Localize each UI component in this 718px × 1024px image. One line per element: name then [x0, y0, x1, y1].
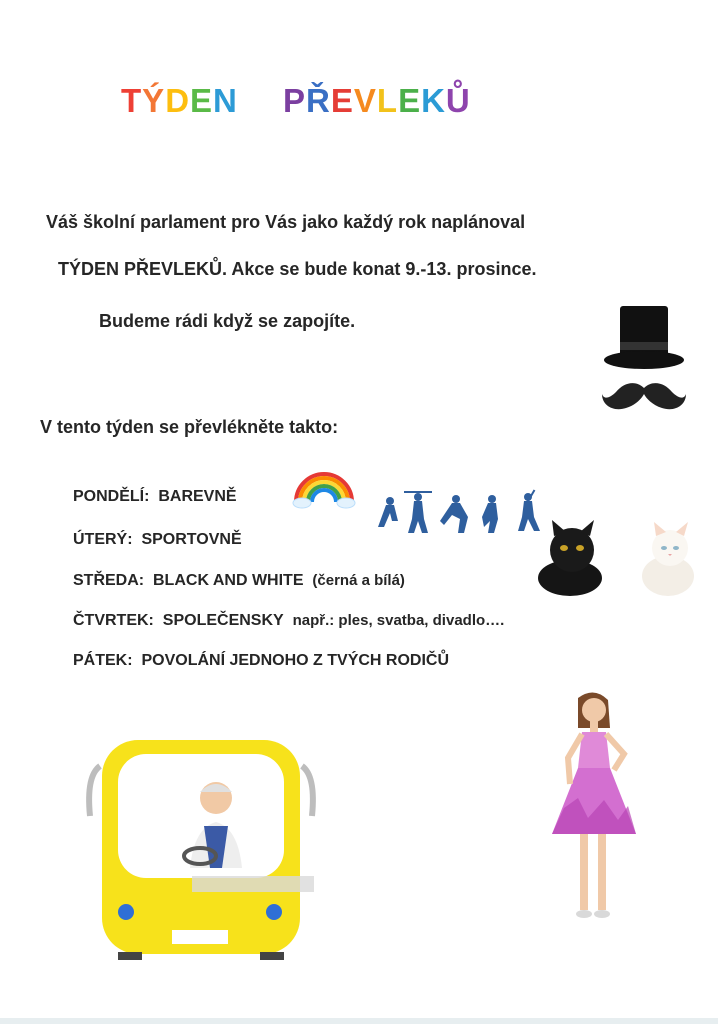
title-letter: E: [330, 82, 354, 119]
athletes-icon: [370, 487, 550, 547]
intro-line-2: TÝDEN PŘEVLEKŮ. Akce se bude konat 9.-13. prosince.: [58, 259, 537, 279]
day-friday-label: PÁTEK:: [73, 652, 133, 669]
day-thursday-label: ČTVRTEK:: [73, 612, 154, 629]
day-tuesday: [73, 531, 242, 549]
black-cat-icon: [532, 520, 604, 596]
instruction-text: V tento týden se převlékněte takto:: [40, 417, 339, 437]
intro-line-1: Váš školní parlament pro Vás jako každý rok naplánoval: [46, 212, 526, 232]
day-wednesday-value: BLACK AND WHITE: [153, 572, 304, 589]
intro-line-3: Budeme rádi když se zapojíte.: [99, 311, 356, 331]
day-thursday-note: např.: ples, svatba, divadlo….: [292, 612, 505, 629]
top-hat-icon: [600, 302, 688, 374]
rainbow-icon: [292, 466, 356, 510]
title-letter: L: [376, 82, 399, 119]
day-tuesday-value: SPORTOVNĚ: [141, 531, 242, 548]
title-letter: Ů: [445, 82, 471, 119]
bottom-edge: [0, 1018, 718, 1024]
title-letter: N: [213, 82, 238, 119]
title-letter: D: [165, 82, 191, 119]
title-word-tyden: [121, 82, 238, 120]
day-monday-label: PONDĚLÍ:: [73, 488, 150, 505]
day-tuesday-label: ÚTERÝ:: [73, 531, 133, 548]
title-letter: Ř: [306, 82, 331, 119]
page-title: [0, 82, 718, 122]
title-letter: E: [398, 82, 422, 119]
title-letter: K: [421, 82, 446, 119]
day-wednesday-note: (černá a bílá): [312, 572, 405, 589]
title-letter: V: [353, 82, 377, 119]
day-thursday: [73, 612, 504, 630]
day-friday-value: POVOLÁNÍ JEDNOHO Z TVÝCH RODIČŮ: [141, 652, 450, 669]
title-letter: Ý: [142, 82, 166, 119]
day-wednesday: [73, 572, 405, 590]
title-letter: E: [190, 82, 214, 119]
day-wednesday-label: STŘEDA:: [73, 572, 145, 589]
white-cat-icon: [640, 520, 696, 596]
day-friday: [73, 652, 449, 670]
day-thursday-value: SPOLEČENSKY: [162, 612, 284, 629]
day-monday-value: BAREVNĚ: [158, 488, 237, 505]
bus-driver-icon: [82, 736, 320, 960]
title-letter: P: [283, 82, 307, 119]
title-letter: T: [121, 82, 143, 119]
mustache-icon: [602, 378, 686, 414]
title-word-prevleku: [283, 82, 471, 120]
day-monday: [73, 488, 237, 506]
girl-in-dress-icon: [548, 688, 640, 922]
